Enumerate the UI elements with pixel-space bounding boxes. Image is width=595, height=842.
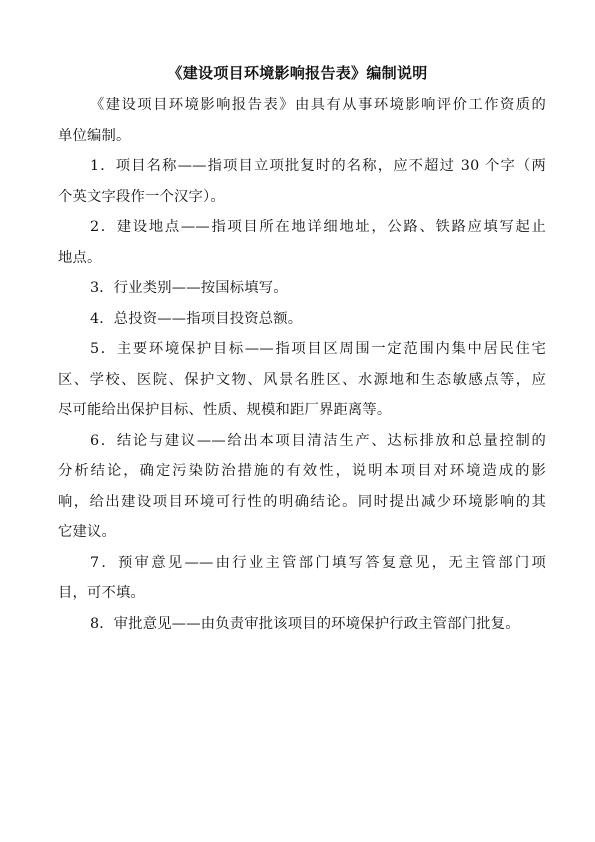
paragraph-item-4	[58, 304, 546, 335]
paragraph-line: 个英文字段作一个汉字）。	[58, 188, 225, 205]
paragraph-line: 1．项目名称——指项目立项批复时的名称，应不超过 30 个字（两	[90, 158, 546, 174]
paragraph-line: 5．主要环境保护目标——指项目区周围一定范围内集中居民住宅	[90, 341, 546, 357]
paragraph-line: 3．行业类别——按国标填写。	[90, 280, 288, 296]
paragraph-item-8	[58, 609, 546, 640]
paragraph-line: 区、学校、医院、保护文物、风景名胜区、水源地和生态敏感点等，应	[58, 371, 546, 388]
document-title: 《建设项目环境影响报告表》编制说明	[167, 64, 428, 82]
paragraph-item-2	[58, 212, 546, 273]
paragraph-line: 8．审批意见——由负责审批该项目的环境保护行政主管部门批复。	[90, 615, 520, 632]
paragraph-line: 2．建设地点——指项目所在地详细地址，公路、铁路应填写起止	[90, 219, 546, 235]
paragraph-line: 响，给出建设项目环境可行性的明确结论。同时提出减少环境影响的其	[58, 493, 546, 510]
paragraph-line: 地点。	[58, 249, 102, 266]
paragraph-item-6	[58, 426, 546, 548]
paragraph-line: 分析结论，确定污染防治措施的有效性，说明本项目对环境造成的影	[58, 463, 546, 479]
paragraph-line: 6．结论与建议——给出本项目清洁生产、达标排放和总量控制的	[90, 432, 546, 449]
paragraph-line: 7．预审意见——由行业主管部门填写答复意见，无主管部门项	[90, 554, 546, 571]
paragraph-item-5	[58, 334, 546, 426]
paragraph-item-7	[58, 548, 546, 609]
paragraph-line: 单位编制。	[58, 127, 131, 144]
document-body	[58, 90, 546, 639]
paragraph-line: 它建议。	[58, 524, 116, 540]
paragraph-line: 尽可能给出保护目标、性质、规模和距厂界距离等。	[58, 402, 392, 418]
paragraph-line: 目，可不填。	[58, 585, 145, 601]
paragraph-item-3	[58, 273, 546, 304]
paragraph-item-1	[58, 151, 546, 212]
paragraph-intro	[58, 90, 546, 151]
paragraph-line: 4．总投资——指项目投资总额。	[90, 310, 303, 327]
paragraph-line: 《建设项目环境影响报告表》由具有从事环境影响评价工作资质的	[90, 97, 546, 113]
